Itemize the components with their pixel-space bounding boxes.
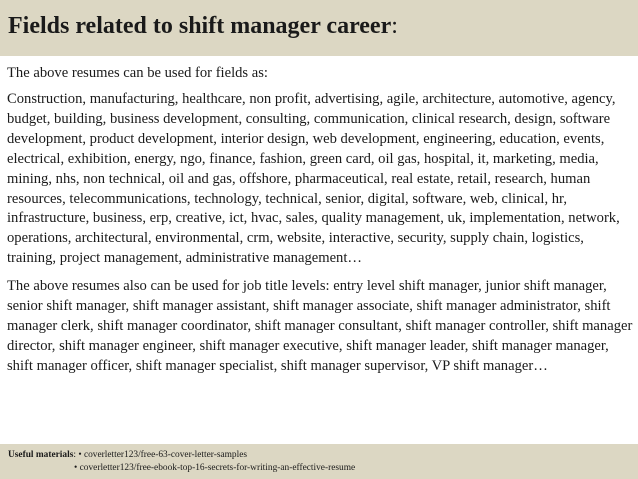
fields-paragraph: Construction, manufacturing, healthcare, non profit, advertising, agile, architecture, automotive, agency, budget, building, business development, consulting, communication, clinical research, design, software development, product development, interior design, web development, engineering, education, events, electrical, exhibition, energy, ngo, finance, fashion, green card, oil gas, hospital, it, marketing, media, mining, nhs, non technical, oil and gas, offshore, pharmaceutical, real estate, retail, research, human resources, telecommunications, technology, technical, senior, digital, software, web, clinical, hr, infrastructure, business, erp, creative, ict, hvac, sales, quality management, uk, implementation, network, operations, architectural, environmental, crm, website, interactive, security, supply chain, logistics, training, project management, administrative management… — [7, 91, 620, 267]
page-title-text: Fields related to shift manager career — [8, 13, 392, 39]
page-title — [8, 11, 638, 41]
footer-row-1 — [8, 449, 638, 462]
job-titles-paragraph: The above resumes also can be used for job title levels: entry level shift manager, junior shift manager, senior shift manager, shift manager assistant, shift manager associate, shift manager administrator, shift manager clerk, shift manager coordinator, shift manager consultant, shift manager controller, shift manager director, shift manager engineer, shift manager executive, shift manager leader, shift manager manager, shift manager officer, shift manager specialist, shift manager supervisor, VP shift manager… — [7, 278, 633, 374]
title-bar — [0, 0, 638, 56]
footer-link-ebook[interactable]: • coverletter123/free-ebook-top-16-secrets-for-writing-an-effective-resume — [74, 462, 356, 473]
footer — [0, 444, 638, 479]
page-title-colon: : — [391, 13, 398, 39]
main-content — [7, 63, 633, 385]
intro-text: The above resumes can be used for fields as: — [7, 65, 268, 81]
footer-separator: : — [73, 450, 79, 460]
footer-row-2 — [8, 462, 638, 475]
footer-link-cover-letter-samples[interactable]: • coverletter123/free-63-cover-letter-samples — [78, 450, 248, 460]
footer-label: Useful materials — [8, 450, 74, 460]
